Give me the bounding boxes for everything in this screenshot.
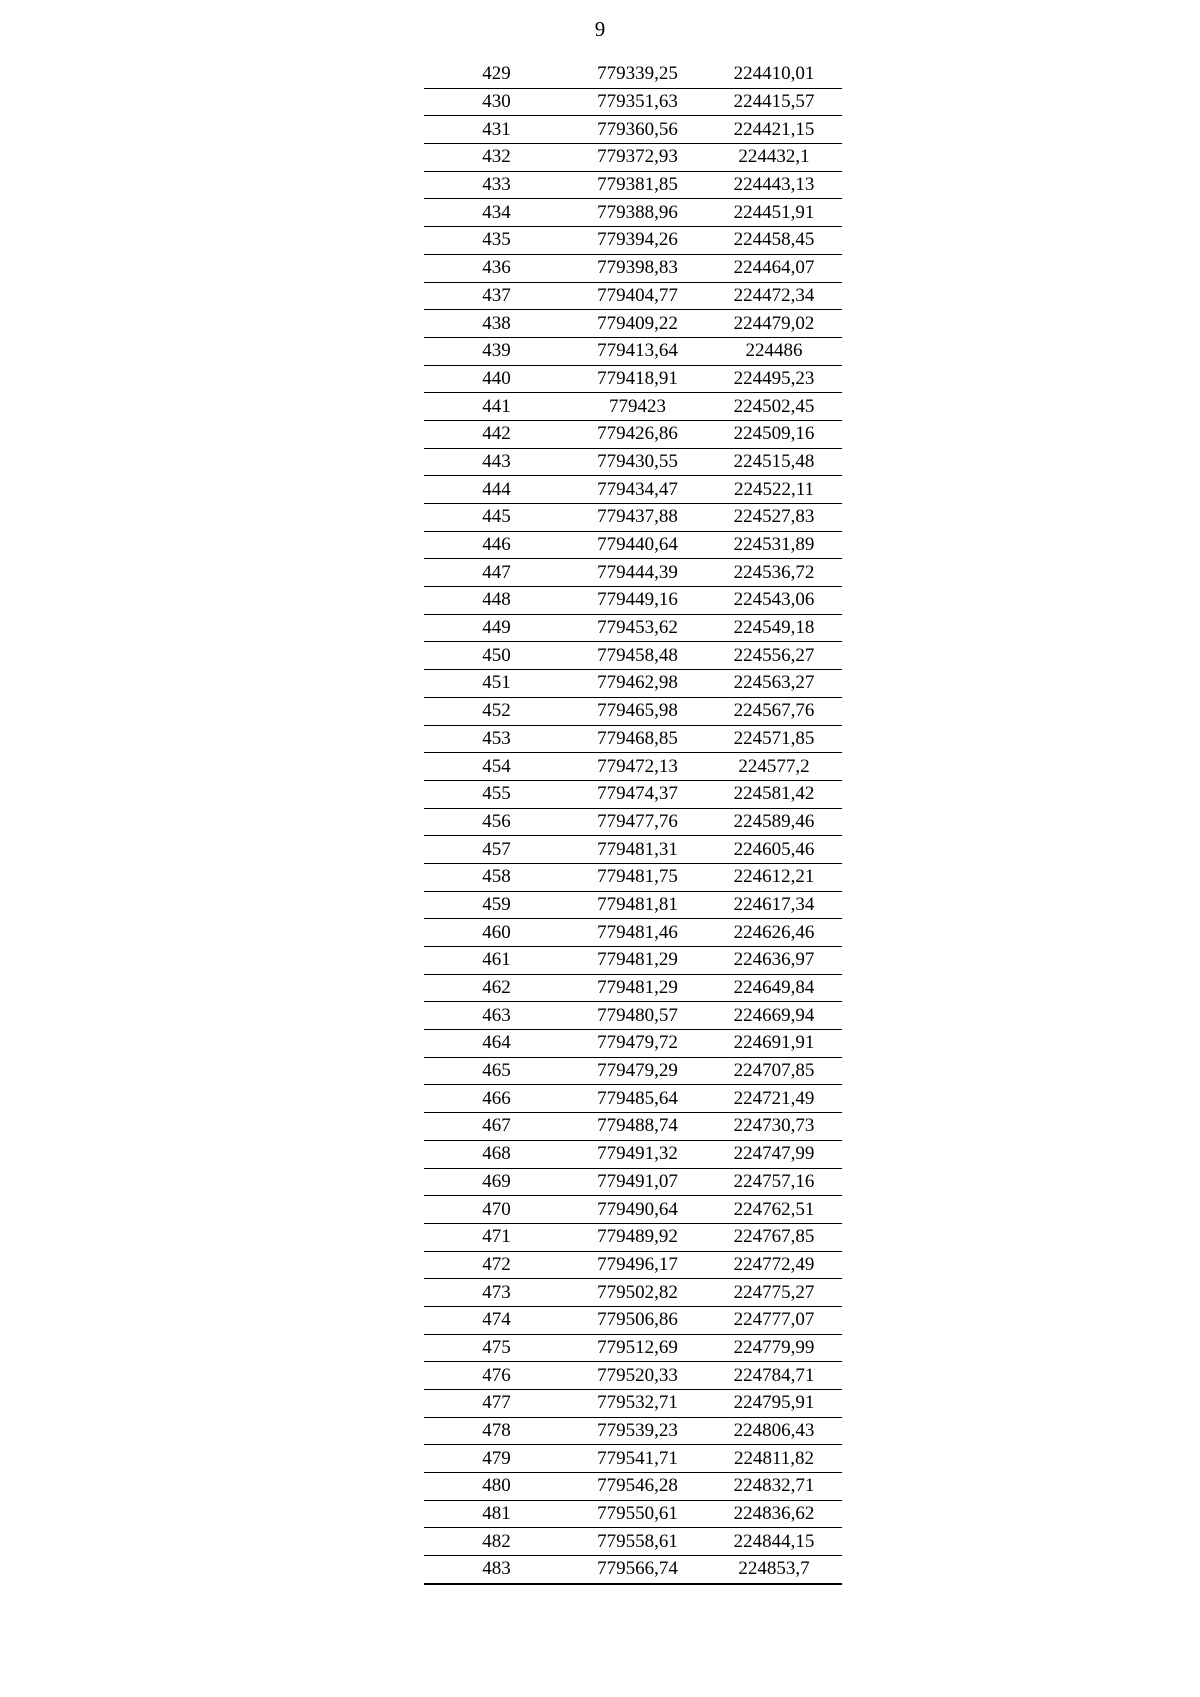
y-coordinate-cell: 224707,85 bbox=[706, 1057, 842, 1085]
x-coordinate-cell: 779558,61 bbox=[569, 1528, 706, 1556]
y-coordinate-cell: 224777,07 bbox=[706, 1306, 842, 1334]
x-coordinate-cell: 779502,82 bbox=[569, 1279, 706, 1307]
coordinates-table bbox=[424, 61, 842, 1585]
x-coordinate-cell: 779440,64 bbox=[569, 531, 706, 559]
point-number-cell: 446 bbox=[424, 531, 569, 559]
y-coordinate-cell: 224495,23 bbox=[706, 365, 842, 393]
point-number-cell: 447 bbox=[424, 559, 569, 587]
table-row bbox=[424, 504, 842, 532]
table-row bbox=[424, 1334, 842, 1362]
y-coordinate-cell: 224775,27 bbox=[706, 1279, 842, 1307]
table-row bbox=[424, 947, 842, 975]
y-coordinate-cell: 224472,34 bbox=[706, 282, 842, 310]
point-number-cell: 458 bbox=[424, 863, 569, 891]
point-number-cell: 448 bbox=[424, 587, 569, 615]
x-coordinate-cell: 779491,32 bbox=[569, 1140, 706, 1168]
y-coordinate-cell: 224767,85 bbox=[706, 1223, 842, 1251]
table-row bbox=[424, 1500, 842, 1528]
table-row bbox=[424, 116, 842, 144]
x-coordinate-cell: 779532,71 bbox=[569, 1390, 706, 1418]
point-number-cell: 454 bbox=[424, 753, 569, 781]
y-coordinate-cell: 224669,94 bbox=[706, 1002, 842, 1030]
y-coordinate-cell: 224795,91 bbox=[706, 1390, 842, 1418]
point-number-cell: 462 bbox=[424, 974, 569, 1002]
y-coordinate-cell: 224421,15 bbox=[706, 116, 842, 144]
x-coordinate-cell: 779388,96 bbox=[569, 199, 706, 227]
y-coordinate-cell: 224486 bbox=[706, 337, 842, 365]
table-row bbox=[424, 1417, 842, 1445]
y-coordinate-cell: 224581,42 bbox=[706, 780, 842, 808]
table-row bbox=[424, 476, 842, 504]
table-row bbox=[424, 1168, 842, 1196]
y-coordinate-cell: 224509,16 bbox=[706, 420, 842, 448]
x-coordinate-cell: 779481,29 bbox=[569, 974, 706, 1002]
x-coordinate-cell: 779413,64 bbox=[569, 337, 706, 365]
table-row bbox=[424, 310, 842, 338]
table-row bbox=[424, 365, 842, 393]
point-number-cell: 450 bbox=[424, 642, 569, 670]
table-row bbox=[424, 1002, 842, 1030]
y-coordinate-cell: 224605,46 bbox=[706, 836, 842, 864]
point-number-cell: 474 bbox=[424, 1306, 569, 1334]
table-row bbox=[424, 199, 842, 227]
point-number-cell: 461 bbox=[424, 947, 569, 975]
y-coordinate-cell: 224536,72 bbox=[706, 559, 842, 587]
point-number-cell: 437 bbox=[424, 282, 569, 310]
x-coordinate-cell: 779488,74 bbox=[569, 1113, 706, 1141]
x-coordinate-cell: 779462,98 bbox=[569, 670, 706, 698]
x-coordinate-cell: 779360,56 bbox=[569, 116, 706, 144]
point-number-cell: 452 bbox=[424, 697, 569, 725]
point-number-cell: 471 bbox=[424, 1223, 569, 1251]
y-coordinate-cell: 224636,97 bbox=[706, 947, 842, 975]
table-row bbox=[424, 1113, 842, 1141]
x-coordinate-cell: 779481,46 bbox=[569, 919, 706, 947]
y-coordinate-cell: 224832,71 bbox=[706, 1473, 842, 1501]
y-coordinate-cell: 224563,27 bbox=[706, 670, 842, 698]
y-coordinate-cell: 224549,18 bbox=[706, 614, 842, 642]
y-coordinate-cell: 224410,01 bbox=[706, 61, 842, 88]
x-coordinate-cell: 779423 bbox=[569, 393, 706, 421]
point-number-cell: 480 bbox=[424, 1473, 569, 1501]
y-coordinate-cell: 224844,15 bbox=[706, 1528, 842, 1556]
y-coordinate-cell: 224458,45 bbox=[706, 227, 842, 255]
x-coordinate-cell: 779490,64 bbox=[569, 1196, 706, 1224]
table-row bbox=[424, 1140, 842, 1168]
x-coordinate-cell: 779398,83 bbox=[569, 254, 706, 282]
x-coordinate-cell: 779468,85 bbox=[569, 725, 706, 753]
y-coordinate-cell: 224747,99 bbox=[706, 1140, 842, 1168]
point-number-cell: 483 bbox=[424, 1556, 569, 1584]
y-coordinate-cell: 224567,76 bbox=[706, 697, 842, 725]
y-coordinate-cell: 224531,89 bbox=[706, 531, 842, 559]
point-number-cell: 456 bbox=[424, 808, 569, 836]
table-row bbox=[424, 1445, 842, 1473]
point-number-cell: 440 bbox=[424, 365, 569, 393]
point-number-cell: 468 bbox=[424, 1140, 569, 1168]
x-coordinate-cell: 779453,62 bbox=[569, 614, 706, 642]
point-number-cell: 443 bbox=[424, 448, 569, 476]
point-number-cell: 478 bbox=[424, 1417, 569, 1445]
point-number-cell: 439 bbox=[424, 337, 569, 365]
x-coordinate-cell: 779481,29 bbox=[569, 947, 706, 975]
table-row bbox=[424, 1085, 842, 1113]
point-number-cell: 477 bbox=[424, 1390, 569, 1418]
x-coordinate-cell: 779512,69 bbox=[569, 1334, 706, 1362]
y-coordinate-cell: 224853,7 bbox=[706, 1556, 842, 1584]
table-row bbox=[424, 780, 842, 808]
x-coordinate-cell: 779479,29 bbox=[569, 1057, 706, 1085]
table-row bbox=[424, 531, 842, 559]
x-coordinate-cell: 779409,22 bbox=[569, 310, 706, 338]
point-number-cell: 438 bbox=[424, 310, 569, 338]
x-coordinate-cell: 779491,07 bbox=[569, 1168, 706, 1196]
point-number-cell: 445 bbox=[424, 504, 569, 532]
point-number-cell: 460 bbox=[424, 919, 569, 947]
y-coordinate-cell: 224543,06 bbox=[706, 587, 842, 615]
table-row bbox=[424, 448, 842, 476]
x-coordinate-cell: 779481,31 bbox=[569, 836, 706, 864]
table-row bbox=[424, 282, 842, 310]
x-coordinate-cell: 779458,48 bbox=[569, 642, 706, 670]
table-row bbox=[424, 587, 842, 615]
point-number-cell: 429 bbox=[424, 61, 569, 88]
x-coordinate-cell: 779481,75 bbox=[569, 863, 706, 891]
y-coordinate-cell: 224451,91 bbox=[706, 199, 842, 227]
point-number-cell: 481 bbox=[424, 1500, 569, 1528]
x-coordinate-cell: 779480,57 bbox=[569, 1002, 706, 1030]
y-coordinate-cell: 224612,21 bbox=[706, 863, 842, 891]
point-number-cell: 441 bbox=[424, 393, 569, 421]
y-coordinate-cell: 224515,48 bbox=[706, 448, 842, 476]
table-row bbox=[424, 1306, 842, 1334]
y-coordinate-cell: 224571,85 bbox=[706, 725, 842, 753]
y-coordinate-cell: 224691,91 bbox=[706, 1030, 842, 1058]
point-number-cell: 430 bbox=[424, 88, 569, 116]
table-row bbox=[424, 725, 842, 753]
x-coordinate-cell: 779477,76 bbox=[569, 808, 706, 836]
table-row bbox=[424, 420, 842, 448]
table-row bbox=[424, 891, 842, 919]
x-coordinate-cell: 779472,13 bbox=[569, 753, 706, 781]
x-coordinate-cell: 779339,25 bbox=[569, 61, 706, 88]
x-coordinate-cell: 779444,39 bbox=[569, 559, 706, 587]
y-coordinate-cell: 224784,71 bbox=[706, 1362, 842, 1390]
x-coordinate-cell: 779566,74 bbox=[569, 1556, 706, 1584]
table-row bbox=[424, 61, 842, 88]
x-coordinate-cell: 779381,85 bbox=[569, 171, 706, 199]
y-coordinate-cell: 224527,83 bbox=[706, 504, 842, 532]
table-row bbox=[424, 1390, 842, 1418]
point-number-cell: 479 bbox=[424, 1445, 569, 1473]
y-coordinate-cell: 224806,43 bbox=[706, 1417, 842, 1445]
point-number-cell: 467 bbox=[424, 1113, 569, 1141]
x-coordinate-cell: 779485,64 bbox=[569, 1085, 706, 1113]
y-coordinate-cell: 224779,99 bbox=[706, 1334, 842, 1362]
table-row bbox=[424, 1473, 842, 1501]
y-coordinate-cell: 224415,57 bbox=[706, 88, 842, 116]
x-coordinate-cell: 779437,88 bbox=[569, 504, 706, 532]
y-coordinate-cell: 224502,45 bbox=[706, 393, 842, 421]
x-coordinate-cell: 779520,33 bbox=[569, 1362, 706, 1390]
coordinates-table-body bbox=[424, 61, 842, 1584]
table-row bbox=[424, 642, 842, 670]
point-number-cell: 472 bbox=[424, 1251, 569, 1279]
point-number-cell: 431 bbox=[424, 116, 569, 144]
point-number-cell: 470 bbox=[424, 1196, 569, 1224]
y-coordinate-cell: 224589,46 bbox=[706, 808, 842, 836]
table-row bbox=[424, 919, 842, 947]
x-coordinate-cell: 779489,92 bbox=[569, 1223, 706, 1251]
y-coordinate-cell: 224626,46 bbox=[706, 919, 842, 947]
x-coordinate-cell: 779404,77 bbox=[569, 282, 706, 310]
point-number-cell: 434 bbox=[424, 199, 569, 227]
x-coordinate-cell: 779506,86 bbox=[569, 1306, 706, 1334]
y-coordinate-cell: 224811,82 bbox=[706, 1445, 842, 1473]
x-coordinate-cell: 779434,47 bbox=[569, 476, 706, 504]
point-number-cell: 459 bbox=[424, 891, 569, 919]
x-coordinate-cell: 779394,26 bbox=[569, 227, 706, 255]
x-coordinate-cell: 779496,17 bbox=[569, 1251, 706, 1279]
table-row bbox=[424, 227, 842, 255]
point-number-cell: 449 bbox=[424, 614, 569, 642]
x-coordinate-cell: 779479,72 bbox=[569, 1030, 706, 1058]
y-coordinate-cell: 224432,1 bbox=[706, 144, 842, 172]
table-row bbox=[424, 1057, 842, 1085]
table-row bbox=[424, 171, 842, 199]
x-coordinate-cell: 779351,63 bbox=[569, 88, 706, 116]
table-row bbox=[424, 808, 842, 836]
table-row bbox=[424, 88, 842, 116]
y-coordinate-cell: 224617,34 bbox=[706, 891, 842, 919]
y-coordinate-cell: 224464,07 bbox=[706, 254, 842, 282]
table-row bbox=[424, 559, 842, 587]
table-row bbox=[424, 144, 842, 172]
y-coordinate-cell: 224730,73 bbox=[706, 1113, 842, 1141]
point-number-cell: 464 bbox=[424, 1030, 569, 1058]
table-row bbox=[424, 614, 842, 642]
point-number-cell: 463 bbox=[424, 1002, 569, 1030]
y-coordinate-cell: 224479,02 bbox=[706, 310, 842, 338]
table-row bbox=[424, 1223, 842, 1251]
x-coordinate-cell: 779426,86 bbox=[569, 420, 706, 448]
point-number-cell: 451 bbox=[424, 670, 569, 698]
x-coordinate-cell: 779550,61 bbox=[569, 1500, 706, 1528]
table-row bbox=[424, 1030, 842, 1058]
y-coordinate-cell: 224757,16 bbox=[706, 1168, 842, 1196]
table-row bbox=[424, 1251, 842, 1279]
y-coordinate-cell: 224577,2 bbox=[706, 753, 842, 781]
x-coordinate-cell: 779465,98 bbox=[569, 697, 706, 725]
x-coordinate-cell: 779449,16 bbox=[569, 587, 706, 615]
point-number-cell: 432 bbox=[424, 144, 569, 172]
y-coordinate-cell: 224556,27 bbox=[706, 642, 842, 670]
x-coordinate-cell: 779372,93 bbox=[569, 144, 706, 172]
point-number-cell: 482 bbox=[424, 1528, 569, 1556]
x-coordinate-cell: 779541,71 bbox=[569, 1445, 706, 1473]
point-number-cell: 453 bbox=[424, 725, 569, 753]
table-row bbox=[424, 974, 842, 1002]
point-number-cell: 457 bbox=[424, 836, 569, 864]
point-number-cell: 466 bbox=[424, 1085, 569, 1113]
x-coordinate-cell: 779481,81 bbox=[569, 891, 706, 919]
table-row bbox=[424, 753, 842, 781]
point-number-cell: 442 bbox=[424, 420, 569, 448]
table-row bbox=[424, 393, 842, 421]
point-number-cell: 465 bbox=[424, 1057, 569, 1085]
table-row bbox=[424, 697, 842, 725]
table-row bbox=[424, 1362, 842, 1390]
point-number-cell: 436 bbox=[424, 254, 569, 282]
table-row bbox=[424, 863, 842, 891]
point-number-cell: 435 bbox=[424, 227, 569, 255]
y-coordinate-cell: 224649,84 bbox=[706, 974, 842, 1002]
x-coordinate-cell: 779474,37 bbox=[569, 780, 706, 808]
table-row bbox=[424, 254, 842, 282]
point-number-cell: 444 bbox=[424, 476, 569, 504]
table-row bbox=[424, 1196, 842, 1224]
point-number-cell: 433 bbox=[424, 171, 569, 199]
table-row bbox=[424, 337, 842, 365]
table-row bbox=[424, 1279, 842, 1307]
y-coordinate-cell: 224762,51 bbox=[706, 1196, 842, 1224]
point-number-cell: 476 bbox=[424, 1362, 569, 1390]
point-number-cell: 469 bbox=[424, 1168, 569, 1196]
point-number-cell: 455 bbox=[424, 780, 569, 808]
y-coordinate-cell: 224772,49 bbox=[706, 1251, 842, 1279]
table-row bbox=[424, 1556, 842, 1584]
y-coordinate-cell: 224721,49 bbox=[706, 1085, 842, 1113]
x-coordinate-cell: 779430,55 bbox=[569, 448, 706, 476]
y-coordinate-cell: 224522,11 bbox=[706, 476, 842, 504]
y-coordinate-cell: 224443,13 bbox=[706, 171, 842, 199]
table-row bbox=[424, 1528, 842, 1556]
point-number-cell: 473 bbox=[424, 1279, 569, 1307]
x-coordinate-cell: 779546,28 bbox=[569, 1473, 706, 1501]
x-coordinate-cell: 779539,23 bbox=[569, 1417, 706, 1445]
y-coordinate-cell: 224836,62 bbox=[706, 1500, 842, 1528]
table-row bbox=[424, 670, 842, 698]
table-row bbox=[424, 836, 842, 864]
x-coordinate-cell: 779418,91 bbox=[569, 365, 706, 393]
page-number: 9 bbox=[594, 17, 606, 41]
point-number-cell: 475 bbox=[424, 1334, 569, 1362]
